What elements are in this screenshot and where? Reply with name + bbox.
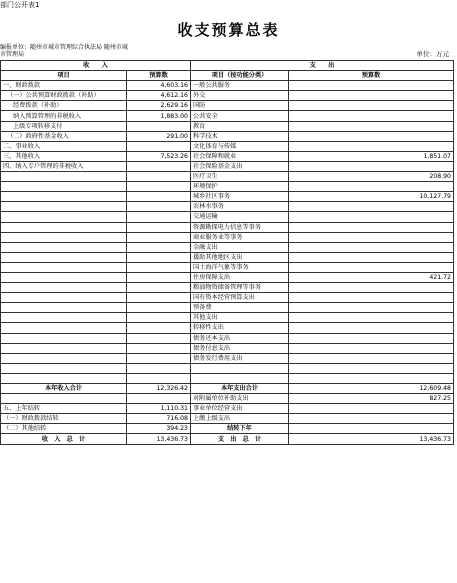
expense-item-cell: 公共安全	[191, 111, 289, 121]
table-row	[1, 111, 454, 121]
expense-amount-cell	[289, 333, 454, 343]
income-amount-cell	[127, 182, 191, 192]
expense-amount-cell	[289, 91, 454, 101]
expense-amount-cell	[289, 363, 454, 373]
income-amount-cell	[127, 394, 191, 404]
table-row	[1, 384, 454, 394]
income-amount-cell: 7,523.26	[127, 151, 191, 161]
table-row	[1, 283, 454, 293]
expense-amount-cell	[289, 111, 454, 121]
table-row	[1, 232, 454, 242]
header-row-columns	[1, 71, 454, 81]
page-title: 收支预算总表	[177, 21, 280, 39]
expense-amount-cell: 12,609.48	[289, 384, 454, 394]
col-item-func-header: 项目（按功能分类）	[191, 71, 289, 81]
expense-item-cell: 医疗卫生	[191, 172, 289, 182]
expense-amount-cell	[289, 293, 454, 303]
income-item-cell	[1, 172, 127, 182]
income-amount-cell	[127, 293, 191, 303]
income-item-cell	[1, 242, 127, 252]
expense-amount-cell	[289, 343, 454, 353]
expense-item-cell: 教育	[191, 121, 289, 131]
expense-amount-cell	[289, 202, 454, 212]
expense-item-cell: 结转下年	[191, 424, 289, 434]
income-amount-cell	[127, 333, 191, 343]
expense-amount-cell	[289, 283, 454, 293]
income-item-cell: 经费拨款（补助）	[1, 101, 127, 111]
income-item-cell	[1, 313, 127, 323]
income-amount-cell: 13,436.73	[127, 434, 191, 444]
expense-amount-cell	[289, 81, 454, 91]
table-row	[1, 131, 454, 141]
income-amount-cell: 394.23	[127, 424, 191, 434]
expense-item-cell: 商业服务业等事务	[191, 232, 289, 242]
table-row	[1, 303, 454, 313]
expense-item-cell: 环境保护	[191, 182, 289, 192]
expense-amount-cell	[289, 414, 454, 424]
expense-item-cell: 国土海洋气象等事务	[191, 262, 289, 272]
expense-item-cell: 对附属单位补助支出	[191, 394, 289, 404]
income-amount-cell	[127, 272, 191, 282]
income-item-cell	[1, 343, 127, 353]
income-item-cell	[1, 262, 127, 272]
income-item-cell	[1, 333, 127, 343]
table-code: 部门公开表1	[0, 1, 40, 9]
table-row	[1, 242, 454, 252]
income-item-cell	[1, 212, 127, 222]
table-row	[1, 343, 454, 353]
income-item-cell: 三、其他收入	[1, 151, 127, 161]
expense-item-cell: 金融支出	[191, 242, 289, 252]
col-budget2-header: 预算数	[289, 71, 454, 81]
expense-amount-cell	[289, 141, 454, 151]
table-row	[1, 192, 454, 202]
income-amount-cell	[127, 353, 191, 363]
expense-amount-cell: 827.25	[289, 394, 454, 404]
table-row	[1, 161, 454, 171]
table-row	[1, 404, 454, 414]
table-row	[1, 252, 454, 262]
income-item-cell	[1, 192, 127, 202]
table-row	[1, 313, 454, 323]
currency-unit: 单位：万元	[416, 50, 449, 58]
expense-item-cell: 上缴上级支出	[191, 414, 289, 424]
expense-amount-cell	[289, 424, 454, 434]
table-row	[1, 323, 454, 333]
income-item-cell	[1, 353, 127, 363]
table-row	[1, 373, 454, 383]
income-amount-cell	[127, 252, 191, 262]
expense-amount-cell	[289, 242, 454, 252]
expense-amount-cell	[289, 404, 454, 414]
income-item-cell	[1, 323, 127, 333]
income-item-cell	[1, 394, 127, 404]
expense-amount-cell	[289, 182, 454, 192]
income-amount-cell: 1,110.31	[127, 404, 191, 414]
expense-item-cell: 国有资本经营预算支出	[191, 293, 289, 303]
header-row-group	[1, 61, 454, 71]
income-item-cell: 一、财政拨款	[1, 81, 127, 91]
col-budget-header: 预算数	[127, 71, 191, 81]
income-item-cell	[1, 252, 127, 262]
income-amount-cell	[127, 212, 191, 222]
expense-item-cell: 粮油物资储备管理等事务	[191, 283, 289, 293]
income-item-cell: 五、上年结转	[1, 404, 127, 414]
income-item-cell: 四、纳入专户管理的非税收入	[1, 161, 127, 171]
expense-amount-cell	[289, 131, 454, 141]
income-item-cell: 收 入 总 计	[1, 434, 127, 444]
expense-header: 支 出	[191, 61, 454, 71]
table-row	[1, 363, 454, 373]
expense-amount-cell: 421.72	[289, 272, 454, 282]
income-item-cell: （二）其他结转	[1, 424, 127, 434]
income-item-cell: （二）政府性基金收入	[1, 131, 127, 141]
income-item-cell	[1, 272, 127, 282]
income-amount-cell	[127, 222, 191, 232]
income-amount-cell: 12,326.42	[127, 384, 191, 394]
expense-item-cell: 科学技术	[191, 131, 289, 141]
expense-item-cell	[191, 373, 289, 383]
income-amount-cell	[127, 172, 191, 182]
expense-amount-cell	[289, 212, 454, 222]
income-amount-cell	[127, 262, 191, 272]
expense-item-cell: 资源勘探电力信息等事务	[191, 222, 289, 232]
income-item-cell: 二、事业收入	[1, 141, 127, 151]
income-item-cell	[1, 293, 127, 303]
table-row	[1, 202, 454, 212]
income-item-cell	[1, 202, 127, 212]
income-amount-cell	[127, 161, 191, 171]
table-row	[1, 172, 454, 182]
expense-amount-cell	[289, 161, 454, 171]
col-item-header: 项目	[1, 71, 127, 81]
table-row	[1, 394, 454, 404]
expense-amount-cell	[289, 121, 454, 131]
expense-amount-cell	[289, 262, 454, 272]
income-amount-cell: 4,603.16	[127, 81, 191, 91]
income-amount-cell	[127, 323, 191, 333]
table-row	[1, 91, 454, 101]
expense-amount-cell	[289, 313, 454, 323]
table-row	[1, 262, 454, 272]
table-row	[1, 434, 454, 444]
expense-amount-cell: 208.90	[289, 172, 454, 182]
income-amount-cell	[127, 192, 191, 202]
income-amount-cell: 1,883.00	[127, 111, 191, 121]
income-amount-cell	[127, 303, 191, 313]
expense-item-cell: 城乡社区事务	[191, 192, 289, 202]
table-row	[1, 141, 454, 151]
expense-item-cell: 债务还本支出	[191, 333, 289, 343]
income-item-cell	[1, 182, 127, 192]
expense-amount-cell: 10,127.79	[289, 192, 454, 202]
table-row	[1, 353, 454, 363]
reporting-unit: 编报单位：随州市城市管理综合执法局 随州市城市管理局	[0, 44, 128, 58]
expense-amount-cell	[289, 323, 454, 333]
income-amount-cell: 4,612.16	[127, 91, 191, 101]
expense-item-cell: 支 出 总 计	[191, 434, 289, 444]
table-row	[1, 333, 454, 343]
expense-item-cell: 一般公共服务	[191, 81, 289, 91]
income-amount-cell	[127, 363, 191, 373]
expense-amount-cell	[289, 252, 454, 262]
income-amount-cell	[127, 313, 191, 323]
income-item-cell	[1, 283, 127, 293]
expense-item-cell: 外交	[191, 91, 289, 101]
income-amount-cell: 291.00	[127, 131, 191, 141]
expense-item-cell: 本年支出合计	[191, 384, 289, 394]
income-amount-cell	[127, 232, 191, 242]
expense-item-cell: 事业单位经营支出	[191, 404, 289, 414]
income-amount-cell	[127, 283, 191, 293]
expense-item-cell: 社会保障和就业	[191, 151, 289, 161]
expense-amount-cell	[289, 303, 454, 313]
income-amount-cell	[127, 242, 191, 252]
table-row	[1, 182, 454, 192]
income-item-cell: 本年收入合计	[1, 384, 127, 394]
expense-amount-cell	[289, 232, 454, 242]
income-header: 收 入	[1, 61, 191, 71]
expense-item-cell: 预备费	[191, 303, 289, 313]
expense-amount-cell	[289, 353, 454, 363]
expense-item-cell: 其他支出	[191, 313, 289, 323]
table-row	[1, 121, 454, 131]
income-amount-cell: 716.08	[127, 414, 191, 424]
income-amount-cell	[127, 373, 191, 383]
income-amount-cell	[127, 141, 191, 151]
table-row	[1, 81, 454, 91]
income-item-cell	[1, 303, 127, 313]
expense-item-cell: 文化体育与传媒	[191, 141, 289, 151]
income-item-cell: 纳入预算管理的非税收入	[1, 111, 127, 121]
expense-amount-cell	[289, 373, 454, 383]
expense-item-cell: 住房保障支出	[191, 272, 289, 282]
table-row	[1, 424, 454, 434]
table-row	[1, 414, 454, 424]
budget-table	[0, 60, 454, 445]
expense-item-cell: 国防	[191, 101, 289, 111]
expense-item-cell: 债务发行费用支出	[191, 353, 289, 363]
expense-amount-cell	[289, 222, 454, 232]
income-item-cell: （一）公共预算财政拨款（补助）	[1, 91, 127, 101]
expense-item-cell: 农林水事务	[191, 202, 289, 212]
income-amount-cell	[127, 202, 191, 212]
income-amount-cell	[127, 121, 191, 131]
expense-amount-cell: 13,436.73	[289, 434, 454, 444]
expense-amount-cell: 1,851.07	[289, 151, 454, 161]
income-item-cell	[1, 222, 127, 232]
table-row	[1, 293, 454, 303]
income-item-cell	[1, 373, 127, 383]
expense-item-cell: 社会保险基金支出	[191, 161, 289, 171]
expense-item-cell: 交通运输	[191, 212, 289, 222]
income-item-cell	[1, 363, 127, 373]
expense-item-cell: 援助其他地区支出	[191, 252, 289, 262]
table-row	[1, 272, 454, 282]
income-amount-cell: 2,629.16	[127, 101, 191, 111]
expense-item-cell: 转移性支出	[191, 323, 289, 333]
expense-item-cell: 债务付息支出	[191, 343, 289, 353]
table-row	[1, 101, 454, 111]
table-row	[1, 212, 454, 222]
income-item-cell: （一）财政拨款结转	[1, 414, 127, 424]
income-item-cell: 上级专项转移支付	[1, 121, 127, 131]
table-row	[1, 151, 454, 161]
table-row	[1, 222, 454, 232]
income-item-cell	[1, 232, 127, 242]
expense-amount-cell	[289, 101, 454, 111]
expense-item-cell	[191, 363, 289, 373]
income-amount-cell	[127, 343, 191, 353]
